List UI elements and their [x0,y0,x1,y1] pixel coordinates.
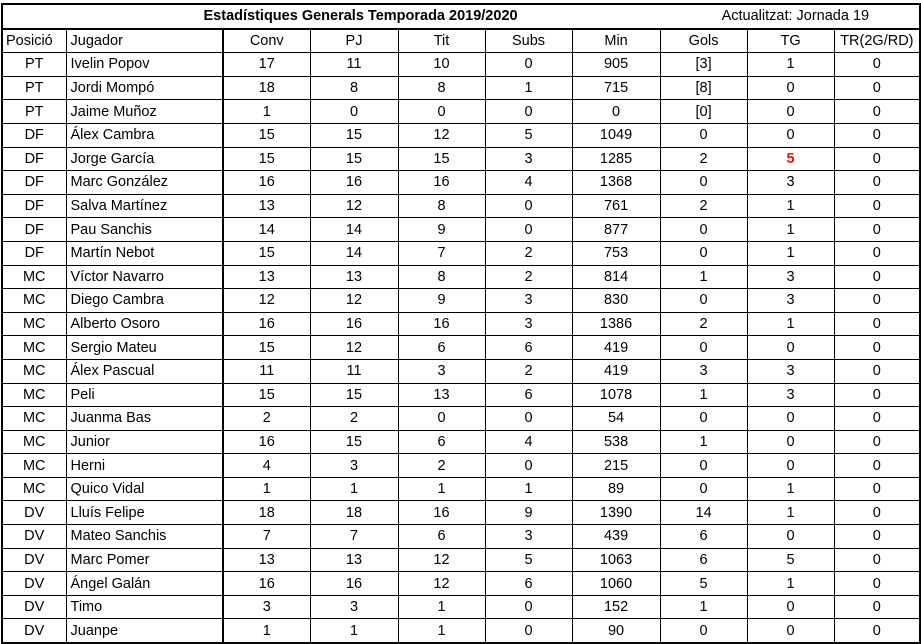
cell-min: 152 [572,595,660,619]
cell-gols: 0 [660,289,747,313]
cell-gols: 0 [660,123,747,147]
cell-gols: 0 [660,336,747,360]
table-row [2,218,920,242]
cell-min: 90 [572,619,660,643]
cell-gols: 5 [660,572,747,596]
cell-subs: 0 [485,407,572,431]
table-row [2,194,920,218]
header-posicio: Posició [2,29,66,53]
cell-tit: 6 [398,336,485,360]
cell-conv: 15 [223,123,310,147]
cell-jugador: Juanpe [66,619,223,643]
cell-posicio: DF [2,123,66,147]
cell-conv: 1 [223,477,310,501]
cell-posicio: DV [2,525,66,549]
cell-jugador: Alberto Osoro [66,312,223,336]
cell-jugador: Marc Pomer [66,548,223,572]
cell-min: 1060 [572,572,660,596]
cell-posicio: DV [2,501,66,525]
cell-posicio: DF [2,241,66,265]
cell-tit: 9 [398,218,485,242]
cell-conv: 14 [223,218,310,242]
cell-subs: 0 [485,218,572,242]
cell-tr: 0 [834,312,920,336]
updated-label: Actualitzat: Jornada 19 [660,4,920,29]
cell-min: 439 [572,525,660,549]
cell-gols: 0 [660,477,747,501]
cell-tit: 8 [398,76,485,100]
cell-tit: 16 [398,312,485,336]
table-row [2,383,920,407]
cell-tit: 15 [398,147,485,171]
cell-tit: 12 [398,548,485,572]
cell-pj: 15 [310,383,398,407]
cell-subs: 3 [485,147,572,171]
cell-posicio: MC [2,454,66,478]
cell-pj: 0 [310,100,398,124]
cell-subs: 0 [485,100,572,124]
cell-posicio: MC [2,383,66,407]
cell-pj: 16 [310,312,398,336]
cell-pj: 16 [310,171,398,195]
cell-jugador: Timo [66,595,223,619]
table-row [2,407,920,431]
cell-tg: 0 [747,430,834,454]
cell-tit: 1 [398,477,485,501]
cell-conv: 13 [223,265,310,289]
cell-min: 1063 [572,548,660,572]
cell-posicio: PT [2,100,66,124]
cell-min: 905 [572,53,660,77]
cell-conv: 15 [223,383,310,407]
cell-tr: 0 [834,147,920,171]
cell-subs: 2 [485,359,572,383]
table-row [2,501,920,525]
cell-jugador: Mateo Sanchis [66,525,223,549]
cell-gols: 2 [660,147,747,171]
cell-conv: 16 [223,572,310,596]
cell-min: 54 [572,407,660,431]
cell-min: 1049 [572,123,660,147]
cell-pj: 13 [310,548,398,572]
cell-subs: 3 [485,312,572,336]
cell-pj: 15 [310,123,398,147]
header-min: Min [572,29,660,53]
cell-conv: 12 [223,289,310,313]
cell-tg: 1 [747,501,834,525]
cell-tr: 0 [834,336,920,360]
cell-pj: 16 [310,572,398,596]
cell-subs: 4 [485,430,572,454]
cell-tr: 0 [834,407,920,431]
cell-tg: 3 [747,265,834,289]
cell-tg: 0 [747,336,834,360]
cell-min: 715 [572,76,660,100]
cell-jugador: Jaime Muñoz [66,100,223,124]
cell-jugador: Jordi Mompó [66,76,223,100]
cell-tg: 5 [747,548,834,572]
cell-jugador: Álex Pascual [66,359,223,383]
cell-min: 0 [572,100,660,124]
cell-gols: 0 [660,218,747,242]
cell-conv: 1 [223,619,310,643]
cell-min: 1386 [572,312,660,336]
cell-posicio: MC [2,477,66,501]
cell-conv: 18 [223,76,310,100]
cell-tg: 0 [747,100,834,124]
cell-tg: 0 [747,407,834,431]
table-row [2,525,920,549]
cell-pj: 12 [310,289,398,313]
cell-subs: 1 [485,76,572,100]
cell-conv: 1 [223,100,310,124]
cell-subs: 3 [485,525,572,549]
cell-tg: 0 [747,525,834,549]
cell-posicio: MC [2,265,66,289]
cell-jugador: Marc González [66,171,223,195]
cell-min: 814 [572,265,660,289]
cell-pj: 13 [310,265,398,289]
header-tg: TG [747,29,834,53]
cell-tit: 16 [398,171,485,195]
cell-subs: 5 [485,123,572,147]
cell-conv: 16 [223,171,310,195]
cell-subs: 4 [485,171,572,195]
cell-conv: 2 [223,407,310,431]
cell-tr: 0 [834,218,920,242]
cell-tg: 0 [747,454,834,478]
table-row [2,241,920,265]
cell-jugador: Herni [66,454,223,478]
cell-gols: [8] [660,76,747,100]
table-row [2,265,920,289]
cell-gols: 0 [660,454,747,478]
cell-posicio: PT [2,53,66,77]
cell-gols: 1 [660,595,747,619]
cell-tit: 12 [398,123,485,147]
cell-tg: 3 [747,289,834,313]
cell-subs: 2 [485,241,572,265]
cell-subs: 1 [485,477,572,501]
cell-posicio: MC [2,407,66,431]
table-row [2,477,920,501]
cell-min: 877 [572,218,660,242]
table-row [2,548,920,572]
header-tr: TR(2G/RD) [834,29,920,53]
cell-tr: 0 [834,430,920,454]
cell-jugador: Víctor Navarro [66,265,223,289]
cell-tit: 8 [398,265,485,289]
cell-min: 1368 [572,171,660,195]
cell-pj: 14 [310,241,398,265]
cell-posicio: DV [2,548,66,572]
cell-min: 419 [572,359,660,383]
cell-gols: [0] [660,100,747,124]
table-row [2,147,920,171]
cell-jugador: Lluís Felipe [66,501,223,525]
cell-jugador: Ángel Galán [66,572,223,596]
cell-tr: 0 [834,100,920,124]
cell-gols: [3] [660,53,747,77]
cell-jugador: Pau Sanchis [66,218,223,242]
cell-jugador: Álex Cambra [66,123,223,147]
cell-tg: 1 [747,477,834,501]
cell-tr: 0 [834,383,920,407]
cell-min: 1078 [572,383,660,407]
table-row [2,430,920,454]
cell-tit: 6 [398,430,485,454]
cell-conv: 16 [223,430,310,454]
cell-subs: 2 [485,265,572,289]
cell-gols: 0 [660,171,747,195]
cell-tr: 0 [834,241,920,265]
table-row [2,359,920,383]
cell-tg: 5 [747,147,834,171]
cell-tit: 16 [398,501,485,525]
cell-min: 419 [572,336,660,360]
cell-tr: 0 [834,572,920,596]
cell-pj: 11 [310,53,398,77]
cell-gols: 0 [660,407,747,431]
cell-min: 830 [572,289,660,313]
cell-conv: 15 [223,147,310,171]
table-row [2,336,920,360]
cell-tg: 1 [747,312,834,336]
cell-gols: 1 [660,383,747,407]
table-row [2,100,920,124]
cell-tr: 0 [834,454,920,478]
cell-jugador: Salva Martínez [66,194,223,218]
cell-tit: 0 [398,407,485,431]
cell-pj: 1 [310,619,398,643]
cell-tr: 0 [834,619,920,643]
cell-tr: 0 [834,359,920,383]
cell-subs: 0 [485,53,572,77]
cell-min: 215 [572,454,660,478]
header-subs: Subs [485,29,572,53]
cell-conv: 15 [223,241,310,265]
table-row [2,619,920,643]
cell-tr: 0 [834,525,920,549]
cell-jugador: Juanma Bas [66,407,223,431]
cell-conv: 7 [223,525,310,549]
cell-pj: 1 [310,477,398,501]
cell-pj: 12 [310,336,398,360]
cell-pj: 7 [310,525,398,549]
cell-min: 753 [572,241,660,265]
cell-tg: 1 [747,194,834,218]
cell-tg: 1 [747,572,834,596]
cell-jugador: Jorge García [66,147,223,171]
header-gols: Gols [660,29,747,53]
cell-gols: 2 [660,312,747,336]
cell-tr: 0 [834,171,920,195]
cell-pj: 12 [310,194,398,218]
cell-tr: 0 [834,595,920,619]
cell-tg: 0 [747,595,834,619]
stats-table [1,3,921,644]
cell-posicio: MC [2,336,66,360]
table-row [2,53,920,77]
cell-posicio: PT [2,76,66,100]
header-row [2,29,920,53]
cell-posicio: MC [2,359,66,383]
cell-tg: 3 [747,383,834,407]
cell-posicio: DF [2,171,66,195]
cell-min: 1285 [572,147,660,171]
cell-conv: 13 [223,194,310,218]
table-row [2,289,920,313]
table-row [2,123,920,147]
cell-gols: 14 [660,501,747,525]
cell-tr: 0 [834,265,920,289]
cell-tg: 3 [747,171,834,195]
cell-posicio: DF [2,218,66,242]
title-row [2,4,920,29]
cell-min: 538 [572,430,660,454]
cell-gols: 6 [660,525,747,549]
cell-conv: 16 [223,312,310,336]
table-body [2,53,920,643]
header-conv: Conv [223,29,310,53]
cell-jugador: Ivelin Popov [66,53,223,77]
cell-subs: 6 [485,383,572,407]
cell-pj: 11 [310,359,398,383]
table-row [2,171,920,195]
cell-subs: 6 [485,336,572,360]
cell-tr: 0 [834,289,920,313]
cell-posicio: DV [2,619,66,643]
cell-jugador: Sergio Mateu [66,336,223,360]
cell-min: 1390 [572,501,660,525]
cell-tit: 13 [398,383,485,407]
cell-pj: 15 [310,430,398,454]
cell-tg: 1 [747,218,834,242]
cell-posicio: DF [2,194,66,218]
cell-tr: 0 [834,76,920,100]
cell-conv: 13 [223,548,310,572]
cell-subs: 6 [485,572,572,596]
cell-conv: 11 [223,359,310,383]
cell-gols: 0 [660,241,747,265]
cell-tit: 9 [398,289,485,313]
cell-tit: 12 [398,572,485,596]
cell-pj: 3 [310,454,398,478]
cell-tr: 0 [834,123,920,147]
cell-jugador: Peli [66,383,223,407]
cell-tit: 7 [398,241,485,265]
cell-tit: 10 [398,53,485,77]
cell-tit: 3 [398,359,485,383]
cell-gols: 3 [660,359,747,383]
cell-tg: 0 [747,123,834,147]
cell-tr: 0 [834,477,920,501]
sheet-title: Estadístiques Generals Temporada 2019/2020 [2,4,660,29]
cell-tg: 1 [747,241,834,265]
cell-subs: 9 [485,501,572,525]
cell-subs: 0 [485,454,572,478]
cell-jugador: Diego Cambra [66,289,223,313]
table-row [2,454,920,478]
cell-jugador: Martín Nebot [66,241,223,265]
table-row [2,76,920,100]
cell-conv: 17 [223,53,310,77]
cell-subs: 0 [485,595,572,619]
table-row [2,312,920,336]
cell-tg: 3 [747,359,834,383]
cell-subs: 0 [485,194,572,218]
cell-conv: 3 [223,595,310,619]
cell-gols: 0 [660,619,747,643]
cell-tr: 0 [834,53,920,77]
cell-tr: 0 [834,194,920,218]
cell-tg: 0 [747,619,834,643]
cell-subs: 5 [485,548,572,572]
cell-tr: 0 [834,548,920,572]
cell-tit: 8 [398,194,485,218]
cell-posicio: MC [2,289,66,313]
cell-tit: 1 [398,619,485,643]
cell-tit: 2 [398,454,485,478]
cell-gols: 1 [660,430,747,454]
cell-tit: 6 [398,525,485,549]
table-row [2,595,920,619]
table-row [2,572,920,596]
cell-pj: 2 [310,407,398,431]
cell-pj: 18 [310,501,398,525]
cell-subs: 3 [485,289,572,313]
cell-pj: 3 [310,595,398,619]
cell-gols: 2 [660,194,747,218]
cell-jugador: Quico Vidal [66,477,223,501]
header-pj: PJ [310,29,398,53]
cell-pj: 14 [310,218,398,242]
cell-posicio: DV [2,572,66,596]
cell-pj: 15 [310,147,398,171]
cell-min: 89 [572,477,660,501]
cell-posicio: DV [2,595,66,619]
cell-gols: 6 [660,548,747,572]
cell-pj: 8 [310,76,398,100]
cell-min: 761 [572,194,660,218]
header-tit: Tit [398,29,485,53]
cell-posicio: MC [2,312,66,336]
cell-conv: 18 [223,501,310,525]
cell-tr: 0 [834,501,920,525]
cell-jugador: Junior [66,430,223,454]
cell-posicio: DF [2,147,66,171]
cell-gols: 1 [660,265,747,289]
header-jugador: Jugador [66,29,223,53]
cell-subs: 0 [485,619,572,643]
cell-posicio: MC [2,430,66,454]
cell-tit: 0 [398,100,485,124]
cell-tg: 1 [747,53,834,77]
cell-conv: 15 [223,336,310,360]
cell-conv: 4 [223,454,310,478]
stats-sheet [1,3,919,644]
cell-tit: 1 [398,595,485,619]
cell-tg: 0 [747,76,834,100]
